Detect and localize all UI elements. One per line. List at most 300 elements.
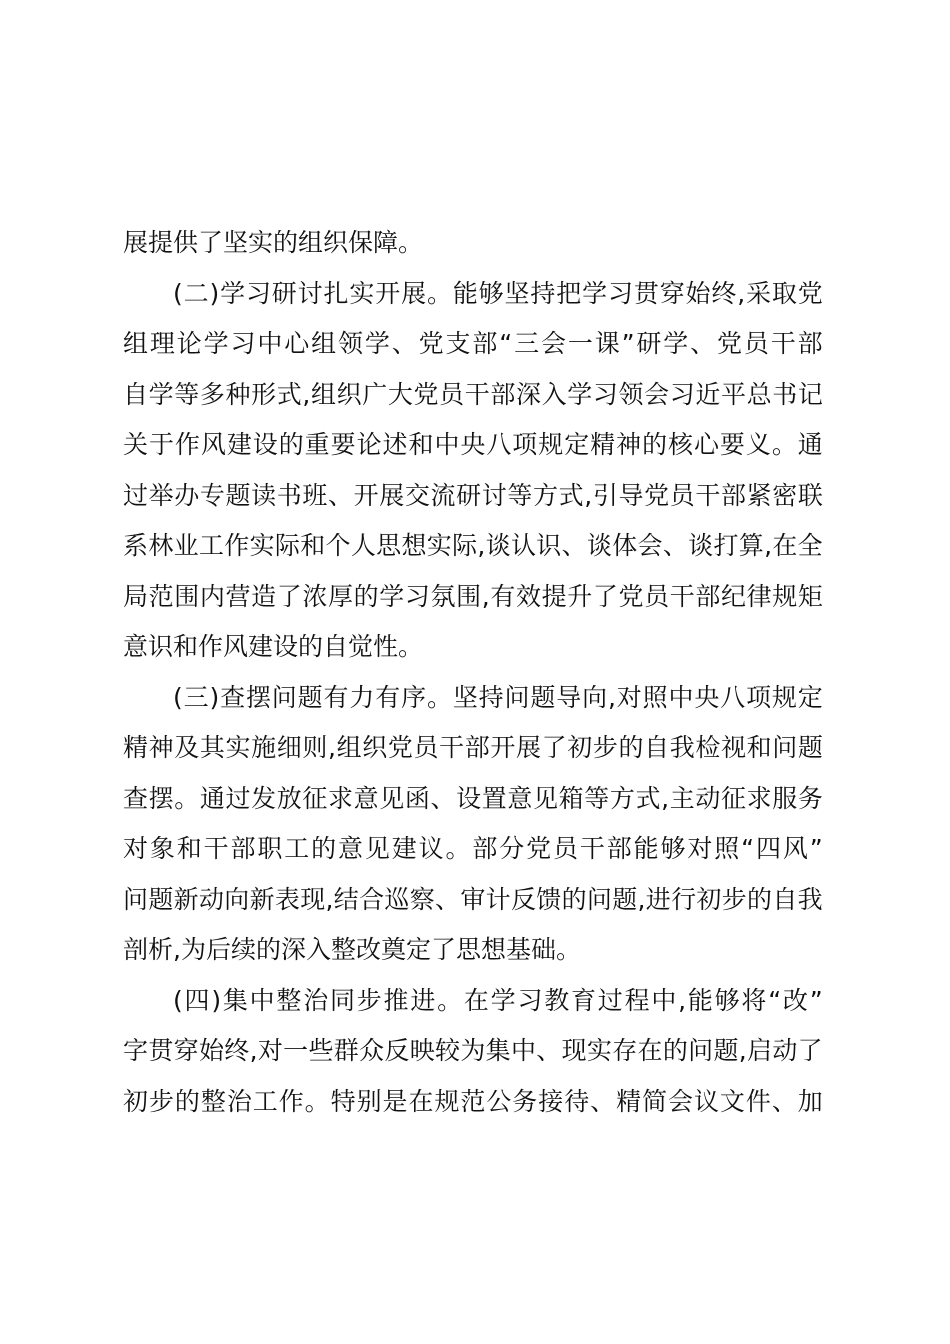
- line-char: 步: [148, 1086, 174, 1116]
- line-char: 围: [456, 581, 482, 611]
- text-line: [123, 622, 823, 673]
- text-line: [123, 1077, 823, 1128]
- text-line: [123, 420, 823, 471]
- line-char: 、: [662, 531, 688, 560]
- line-char: 建: [391, 834, 417, 863]
- line-char: 工: [198, 531, 224, 560]
- line-char: 造: [251, 581, 277, 611]
- line-char: 的: [662, 1036, 688, 1065]
- line-char: 问: [123, 884, 149, 914]
- text-line: [123, 370, 823, 421]
- line-char: 在: [772, 531, 798, 560]
- line-char: 认: [510, 531, 536, 560]
- line-char: ,: [328, 733, 336, 762]
- line-char: 能: [687, 985, 713, 1015]
- line-char: 一: [567, 329, 593, 358]
- line-char: 、: [435, 884, 461, 914]
- line-char: 摆: [245, 682, 271, 712]
- line-char: 举: [148, 480, 174, 510]
- line-char: 精: [590, 430, 616, 459]
- line-char: 行: [671, 884, 697, 914]
- line-char: 式: [635, 783, 661, 813]
- line-char: “: [741, 834, 755, 863]
- line-char: 展: [515, 733, 541, 762]
- line-char: 穿: [659, 278, 685, 308]
- line-char: 、: [590, 1086, 616, 1116]
- line-char: 题: [297, 682, 323, 712]
- line-char: 视: [720, 733, 746, 762]
- text-line: [123, 673, 823, 724]
- line-char: 研: [636, 329, 662, 358]
- line-char: 问: [688, 1036, 714, 1065]
- line-char: 、: [536, 1036, 562, 1065]
- line-char: 箱: [558, 783, 584, 813]
- line-char: 央: [694, 682, 720, 712]
- line-char: 意: [507, 783, 533, 813]
- line-char: 、: [771, 1086, 797, 1116]
- line-char: ,: [678, 985, 687, 1015]
- line-char: 的: [174, 1086, 200, 1116]
- line-char: 关: [123, 430, 149, 459]
- line-char: 步: [721, 884, 747, 914]
- line-char: 把: [556, 278, 582, 308]
- line-char: 学: [567, 379, 593, 409]
- line-char: 查: [220, 682, 246, 712]
- line-char: ,: [607, 682, 616, 712]
- line-char: 领: [338, 329, 364, 358]
- line-char: 议: [418, 834, 444, 863]
- line-char: 述: [382, 430, 408, 459]
- line-char: 三: [183, 682, 209, 712]
- line-char: 际: [452, 531, 478, 560]
- line-char: 初: [567, 733, 593, 762]
- line-char: 二: [183, 278, 209, 308]
- line-char: 现: [561, 1036, 587, 1065]
- line-char: 种: [225, 379, 251, 409]
- line-char: 学: [663, 329, 689, 358]
- line-char: 扎: [323, 278, 349, 308]
- line-char: 动: [772, 1036, 798, 1065]
- line-char: 干: [695, 480, 721, 510]
- line-char: 党: [618, 581, 644, 611]
- line-char: 规: [772, 581, 798, 611]
- line-char: 习: [669, 379, 695, 409]
- line-char: 效: [515, 581, 541, 611]
- line-char: 过: [597, 985, 623, 1015]
- line-char: ,: [584, 480, 593, 510]
- line-char: 神: [148, 733, 174, 762]
- line-char: 作: [278, 1086, 304, 1116]
- line-char: 规: [771, 682, 797, 712]
- line-char: 等: [507, 480, 533, 510]
- line-char: 合: [359, 884, 385, 914]
- line-char: 部: [797, 329, 823, 358]
- line-char: 引: [592, 480, 618, 510]
- line-char: 紧: [746, 480, 772, 510]
- line-char: 坚: [504, 278, 530, 308]
- line-char: 组: [311, 329, 337, 358]
- line-char: 对: [257, 1036, 283, 1065]
- line-char: 记: [797, 379, 823, 409]
- line-char: 能: [452, 278, 478, 308]
- line-char: 初: [123, 1086, 149, 1116]
- line-char: 干: [439, 733, 465, 762]
- line-char: 些: [308, 1036, 334, 1065]
- line-char: 问: [504, 682, 530, 712]
- line-char: 照: [642, 682, 668, 712]
- line-char: 结: [333, 884, 359, 914]
- line-char: 党: [797, 278, 823, 308]
- line-char: 办: [174, 480, 200, 510]
- line-char: 要: [719, 430, 745, 459]
- line-char: 要: [330, 430, 356, 459]
- line-char: 自: [772, 884, 798, 914]
- line-char: ,: [325, 884, 334, 914]
- line-char: 意: [338, 834, 364, 863]
- line-char: ): [209, 278, 220, 308]
- line-char: 的: [311, 834, 337, 863]
- text-line: [123, 269, 823, 320]
- text-line: [123, 774, 823, 825]
- line-char: 见: [533, 783, 559, 813]
- line-char: 规: [538, 430, 564, 459]
- line-char: 作: [174, 430, 200, 459]
- line-char: 员: [743, 329, 769, 358]
- text-line: [123, 875, 823, 926]
- line-char: 服: [772, 783, 798, 813]
- line-char: 深: [515, 379, 541, 409]
- line-char: 反: [384, 1036, 410, 1065]
- line-char: 员: [553, 834, 579, 863]
- line-char: 字: [123, 1036, 149, 1065]
- line-char: 了: [276, 581, 302, 611]
- line-char: 终: [224, 1036, 250, 1065]
- line-char: 会: [540, 329, 566, 358]
- line-char: 整: [276, 985, 302, 1015]
- line-char: 照: [714, 834, 740, 863]
- line-char: 初: [696, 884, 722, 914]
- line-char: 学: [582, 278, 608, 308]
- line-char: 局: [123, 581, 149, 611]
- line-char: 和: [408, 430, 434, 459]
- line-char: 文: [719, 1086, 745, 1116]
- line-char: 接: [538, 1086, 564, 1116]
- line-char: 、: [391, 329, 417, 358]
- line-char: 始: [685, 278, 711, 308]
- line-char: 反: [510, 884, 536, 914]
- line-char: 我: [797, 884, 823, 914]
- line-char: 实: [426, 531, 452, 560]
- line-char: 习: [230, 329, 256, 358]
- line-char: 谈: [688, 531, 714, 560]
- line-char: 的: [353, 581, 379, 611]
- line-char: 组: [310, 379, 336, 409]
- line-char: 求: [746, 783, 772, 813]
- line-char: 开: [490, 733, 516, 762]
- line-char: 一: [283, 1036, 309, 1065]
- line-char: 征: [720, 783, 746, 813]
- line-char: 厚: [328, 581, 354, 611]
- text-line: [123, 925, 823, 976]
- line-char: 神: [616, 430, 642, 459]
- text-line: [123, 471, 823, 522]
- line-char: ): [209, 682, 220, 712]
- line-char: 会: [644, 379, 670, 409]
- line-char: 学: [148, 379, 174, 409]
- line-char: 步: [592, 733, 618, 762]
- line-char: 个: [325, 531, 351, 560]
- line-char: 了: [592, 581, 618, 611]
- line-char: 班: [302, 480, 328, 510]
- line-char: 形: [251, 379, 277, 409]
- line-char: 导: [556, 682, 582, 712]
- line-char: 于: [148, 430, 174, 459]
- line-char: 和: [746, 733, 772, 762]
- line-char: 施: [251, 733, 277, 762]
- line-char: 向: [224, 884, 250, 914]
- line-char: 中: [249, 985, 275, 1015]
- line-char: 动: [198, 884, 224, 914]
- text-line: [123, 319, 823, 370]
- line-char: ,: [661, 783, 670, 813]
- line-char: 的: [561, 884, 587, 914]
- line-char: 题: [530, 682, 556, 712]
- line-char: 体: [612, 531, 638, 560]
- line-char: 存: [612, 1036, 638, 1065]
- line-char: 过: [225, 783, 251, 813]
- line-char: 式: [276, 379, 302, 409]
- line-char: 风: [200, 430, 226, 459]
- line-char: 、: [561, 531, 587, 560]
- line-char: 实: [586, 1036, 612, 1065]
- line-char: 治: [303, 985, 329, 1015]
- line-char: 范: [148, 581, 174, 611]
- line-char: 思: [376, 531, 402, 560]
- line-char: 书: [772, 379, 798, 409]
- line-char: 、: [690, 329, 716, 358]
- line-char: 员: [644, 581, 670, 611]
- line-char: 习: [404, 581, 430, 611]
- line-char: 支: [445, 329, 471, 358]
- line-char: 群: [333, 1036, 359, 1065]
- line-char: 人: [350, 531, 376, 560]
- line-char: 习: [245, 278, 271, 308]
- line-char: 浓: [302, 581, 328, 611]
- line-char: 设: [252, 430, 278, 459]
- line-char: 组: [336, 733, 362, 762]
- line-char: 营: [225, 581, 251, 611]
- line-char: 读: [251, 480, 277, 510]
- line-char: 启: [747, 1036, 773, 1065]
- line-char: 部: [695, 581, 721, 611]
- line-char: 题: [797, 733, 823, 762]
- line-char: 习: [517, 985, 543, 1015]
- line-char: 发: [251, 783, 277, 813]
- line-char: 议: [693, 1086, 719, 1116]
- line-char: 够: [714, 985, 740, 1015]
- text-line: [123, 976, 823, 1027]
- line-char: 作: [224, 531, 250, 560]
- line-char: 征: [302, 783, 328, 813]
- line-char: 研: [456, 480, 482, 510]
- document-body: [123, 218, 823, 1127]
- line-char: 风: [782, 834, 808, 863]
- line-char: 全: [797, 531, 823, 560]
- line-char: 围: [174, 581, 200, 611]
- line-char: 检: [695, 733, 721, 762]
- line-char: 党: [413, 379, 439, 409]
- line-char: 的: [642, 430, 668, 459]
- line-char: 了: [541, 733, 567, 762]
- line-text: 意识和作风建设的自觉性。: [123, 632, 424, 661]
- line-char: 展: [379, 480, 405, 510]
- line-char: 同: [329, 985, 355, 1015]
- line-char: 律: [746, 581, 772, 611]
- line-char: 书: [276, 480, 302, 510]
- line-char: 。: [174, 783, 200, 813]
- line-char: 摆: [148, 783, 174, 813]
- line-char: 设: [456, 783, 482, 813]
- line-char: 有: [375, 682, 401, 712]
- line-char: 际: [274, 531, 300, 560]
- line-char: 。: [426, 278, 452, 308]
- line-char: 项: [512, 430, 538, 459]
- line-char: 序: [401, 682, 427, 712]
- line-char: 职: [257, 834, 283, 863]
- line-char: ,: [737, 278, 746, 308]
- line-char: 系: [123, 531, 149, 560]
- line-text: 展提供了坚实的组织保障。: [123, 228, 424, 257]
- line-char: 部: [472, 834, 498, 863]
- line-char: 近: [695, 379, 721, 409]
- line-char: ,: [637, 884, 646, 914]
- line-char: 定: [564, 430, 590, 459]
- line-char: 提: [541, 581, 567, 611]
- line-char: 领: [618, 379, 644, 409]
- line-char: 核: [668, 430, 694, 459]
- line-char: 主: [669, 783, 695, 813]
- line-char: 升: [567, 581, 593, 611]
- text-line: [123, 218, 823, 269]
- line-char: 中: [651, 985, 677, 1015]
- line-char: 部: [490, 379, 516, 409]
- line-char: 课: [594, 329, 620, 358]
- line-char: 部: [472, 329, 498, 358]
- line-char: 氛: [430, 581, 456, 611]
- line-char: 自: [644, 733, 670, 762]
- text-line: [123, 1026, 823, 1077]
- line-char: 党: [717, 329, 743, 358]
- line-char: 通: [199, 783, 225, 813]
- line-char: 是: [382, 1086, 408, 1116]
- line-char: 映: [409, 1036, 435, 1065]
- line-char: 谈: [586, 531, 612, 560]
- line-char: 学: [220, 278, 246, 308]
- line-char: 三: [514, 329, 540, 358]
- line-char: 在: [463, 985, 489, 1015]
- line-char: 方: [609, 783, 635, 813]
- line-char: 计: [485, 884, 511, 914]
- line-char: 别: [356, 1086, 382, 1116]
- line-char: 范: [460, 1086, 486, 1116]
- line-char: 查: [123, 783, 149, 813]
- line-char: 定: [797, 682, 823, 712]
- line-char: 实: [225, 733, 251, 762]
- line-char: 分: [499, 834, 525, 863]
- line-char: 了: [797, 1036, 823, 1065]
- line-char: 在: [637, 1036, 663, 1065]
- line-char: 持: [530, 278, 556, 308]
- line-char: ,: [481, 581, 490, 611]
- line-char: 审: [460, 884, 486, 914]
- text-line: [123, 572, 823, 623]
- line-char: 动: [695, 783, 721, 813]
- line-char: 教: [544, 985, 570, 1015]
- line-char: 总: [746, 379, 772, 409]
- line-char: 察: [409, 884, 435, 914]
- line-char: 组: [123, 329, 149, 358]
- line-char: 采: [746, 278, 772, 308]
- line-char: 员: [439, 379, 465, 409]
- line-char: ,: [302, 379, 311, 409]
- line-char: 织: [362, 733, 388, 762]
- line-char: 求: [328, 783, 354, 813]
- line-char: 够: [478, 278, 504, 308]
- line-char: 中: [434, 430, 460, 459]
- line-char: 四: [755, 834, 781, 863]
- line-char: 八: [486, 430, 512, 459]
- line-char: ”: [809, 985, 823, 1015]
- line-char: 算: [738, 531, 764, 560]
- line-char: 。: [771, 430, 797, 459]
- line-text: 剖析,为后续的深入整改奠定了思想基础。: [123, 935, 581, 964]
- line-char: 林: [148, 531, 174, 560]
- line-char: 中: [668, 682, 694, 712]
- line-char: 见: [364, 834, 390, 863]
- line-char: 会: [637, 531, 663, 560]
- line-char: 坚: [452, 682, 478, 712]
- line-char: 讨: [297, 278, 323, 308]
- line-char: 。: [304, 1086, 330, 1116]
- line-char: 精: [123, 733, 149, 762]
- line-char: 推: [383, 985, 409, 1015]
- line-char: 加: [797, 1086, 823, 1116]
- line-char: 导: [618, 480, 644, 510]
- line-char: 部: [464, 733, 490, 762]
- line-char: 专: [199, 480, 225, 510]
- line-char: 取: [771, 278, 797, 308]
- line-char: 等: [584, 783, 610, 813]
- line-char: 心: [693, 430, 719, 459]
- line-char: 公: [486, 1086, 512, 1116]
- line-char: 贯: [148, 1036, 174, 1065]
- line-char: 党: [418, 329, 444, 358]
- line-char: 题: [713, 1036, 739, 1065]
- line-char: 有: [323, 682, 349, 712]
- text-line: [123, 521, 823, 572]
- line-char: 的: [278, 430, 304, 459]
- line-char: (: [173, 278, 183, 308]
- line-char: 特: [330, 1086, 356, 1116]
- line-char: (: [173, 985, 183, 1015]
- line-char: 通: [797, 430, 823, 459]
- line-char: 打: [713, 531, 739, 560]
- line-char: 新: [173, 884, 199, 914]
- line-char: 式: [558, 480, 584, 510]
- line-char: 多: [199, 379, 225, 409]
- line-char: ,: [738, 1036, 747, 1065]
- line-char: ): [211, 985, 222, 1015]
